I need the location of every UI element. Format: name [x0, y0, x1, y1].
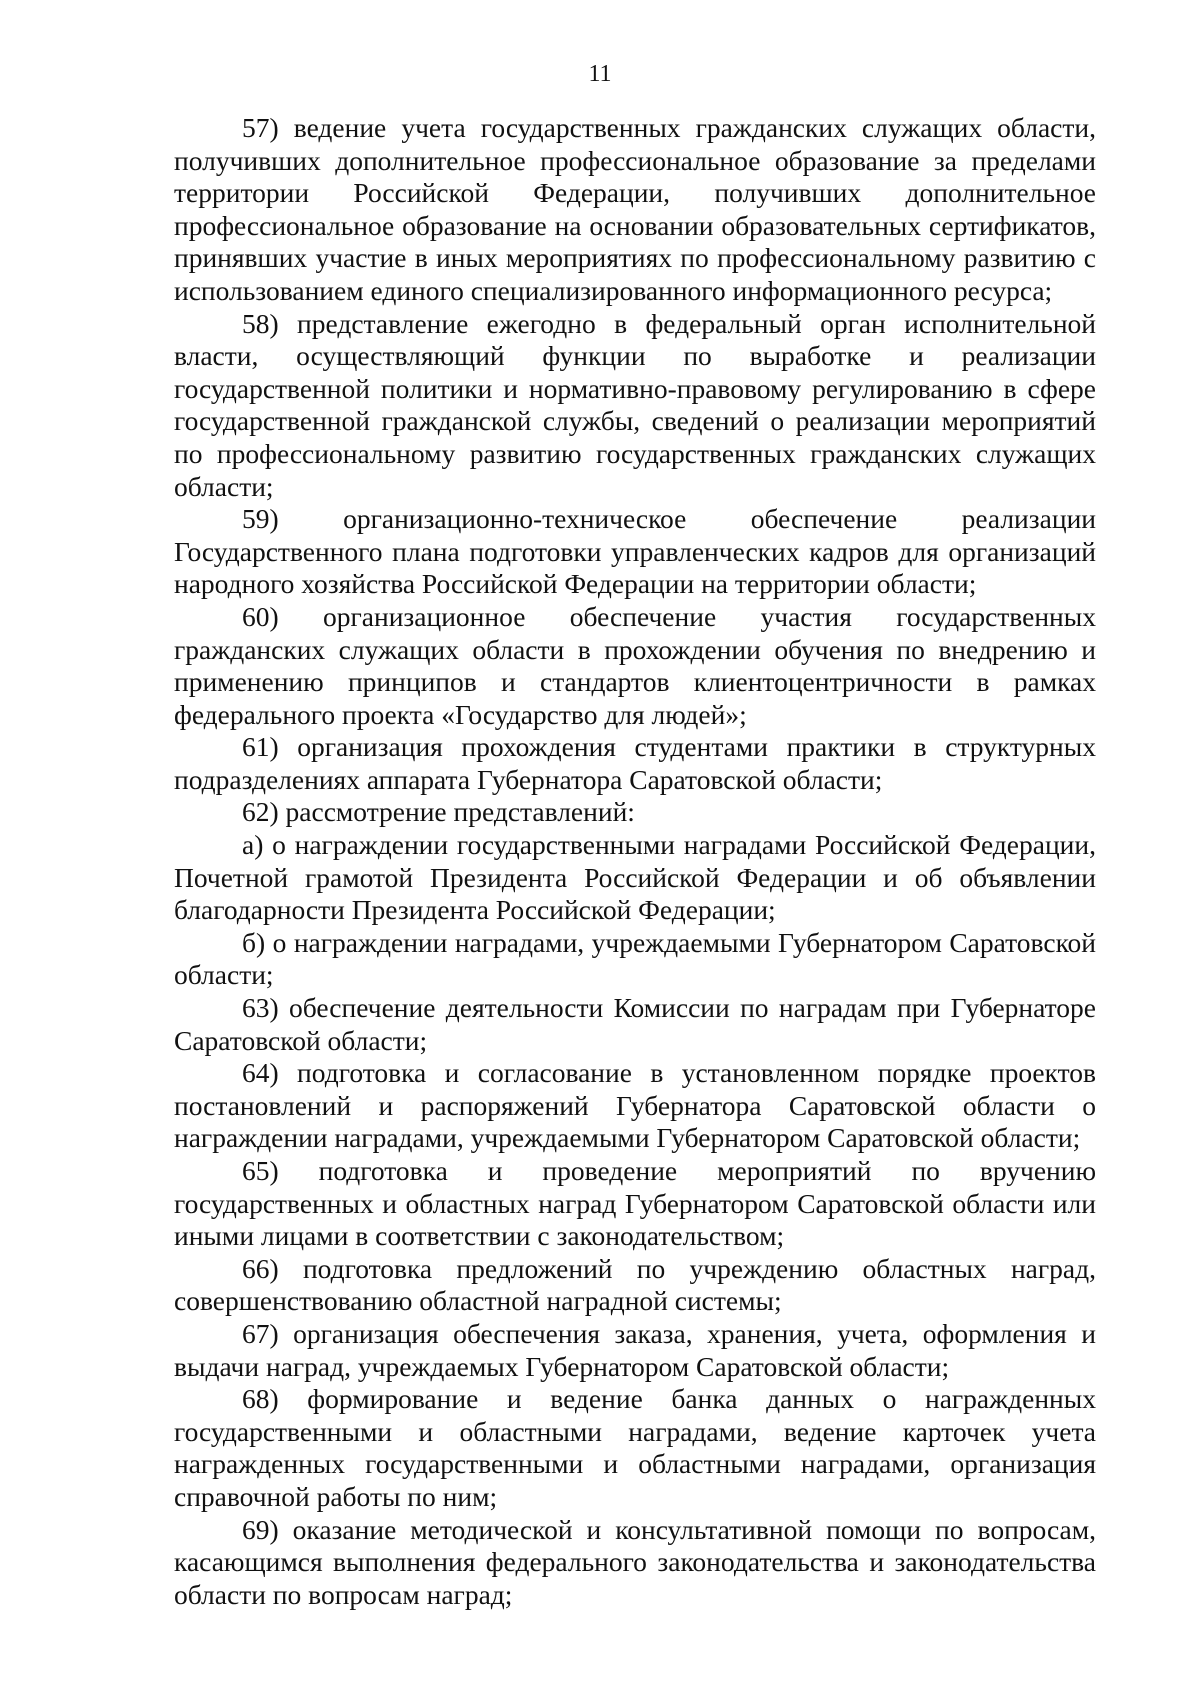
paragraph-63: 63) обеспечение деятельности Комиссии по наградам при Губернаторе Саратовской области;	[174, 992, 1096, 1056]
paragraph-62: 62) рассмотрение представлений:	[242, 796, 635, 828]
paragraph-59: 59) организационно-техническое обеспечение реализации Государственного плана подготовки управленческих кадров для организаций народного хозяйства Российской Федерации на территории области;	[174, 503, 1096, 600]
paragraph-69: 69) оказание методической и консультативной помощи по вопросам, касающимся выполнения федерального законодательства и законодательства области по вопросам наград;	[174, 1513, 1096, 1610]
page-number: 11	[588, 61, 612, 87]
paragraph-64: 64) подготовка и согласование в установленном порядке проектов постановлений и распоряжений Губернатора Саратовской области о награждении наградами, учреждаемыми Губернатором Саратовской области;	[174, 1057, 1096, 1154]
paragraph-62-b: б) о награждении наградами, учреждаемыми Губернатором Саратовской области;	[174, 926, 1096, 991]
paragraph-65: 65) подготовка и проведение мероприятий по вручению государственных и областных наград Губернатором Саратовской области или иными лицами в соответствии с законодательством;	[174, 1155, 1096, 1252]
paragraph-61: 61) организация прохождения студентами практики в структурных подразделениях аппарата Губернатора Саратовской области;	[174, 731, 1096, 795]
paragraph-58: 58) представление ежегодно в федеральный орган исполнительной власти, осуществляющий функции по выработке и реализации государственной политики и нормативно-правовому регулированию в сфере государственной гражданской службы, сведений о реализации мероприятий по профессиональному развитию государственных гражданских служащих области;	[174, 307, 1096, 502]
paragraph-68: 68) формирование и ведение банка данных о награжденных государственными и областными наградами, ведение карточек учета награжденных государственными и областными наградами, организация справочной работы по ним;	[174, 1383, 1096, 1512]
paragraph-57: 57) ведение учета государственных гражданских служащих области, получивших дополнительное профессиональное образование за пределами территории Российской Федерации, получивших дополнительное профессиональное образование на основании образовательных сертификатов, принявших участие в иных мероприятиях по профессиональному развитию с использованием единого специализированного информационного ресурса;	[174, 112, 1096, 306]
paragraph-60: 60) организационное обеспечение участия государственных гражданских служащих области в прохождении обучения по внедрению и применению принципов и стандартов клиентоцентричности в рамках федерального проекта «Государство для людей»;	[174, 600, 1096, 730]
paragraph-67: 67) организация обеспечения заказа, хранения, учета, оформления и выдачи наград, учреждаемых Губернатором Саратовской области;	[174, 1317, 1096, 1382]
document-body	[174, 112, 1096, 1611]
paragraph-66: 66) подготовка предложений по учреждению областных наград, совершенствованию областной наградной системы;	[174, 1252, 1096, 1317]
paragraph-62-a: а) о награждении государственными наградами Российской Федерации, Почетной грамотой Президента Российской Федерации и об объявлении благодарности Президента Российской Федерации;	[174, 829, 1096, 926]
